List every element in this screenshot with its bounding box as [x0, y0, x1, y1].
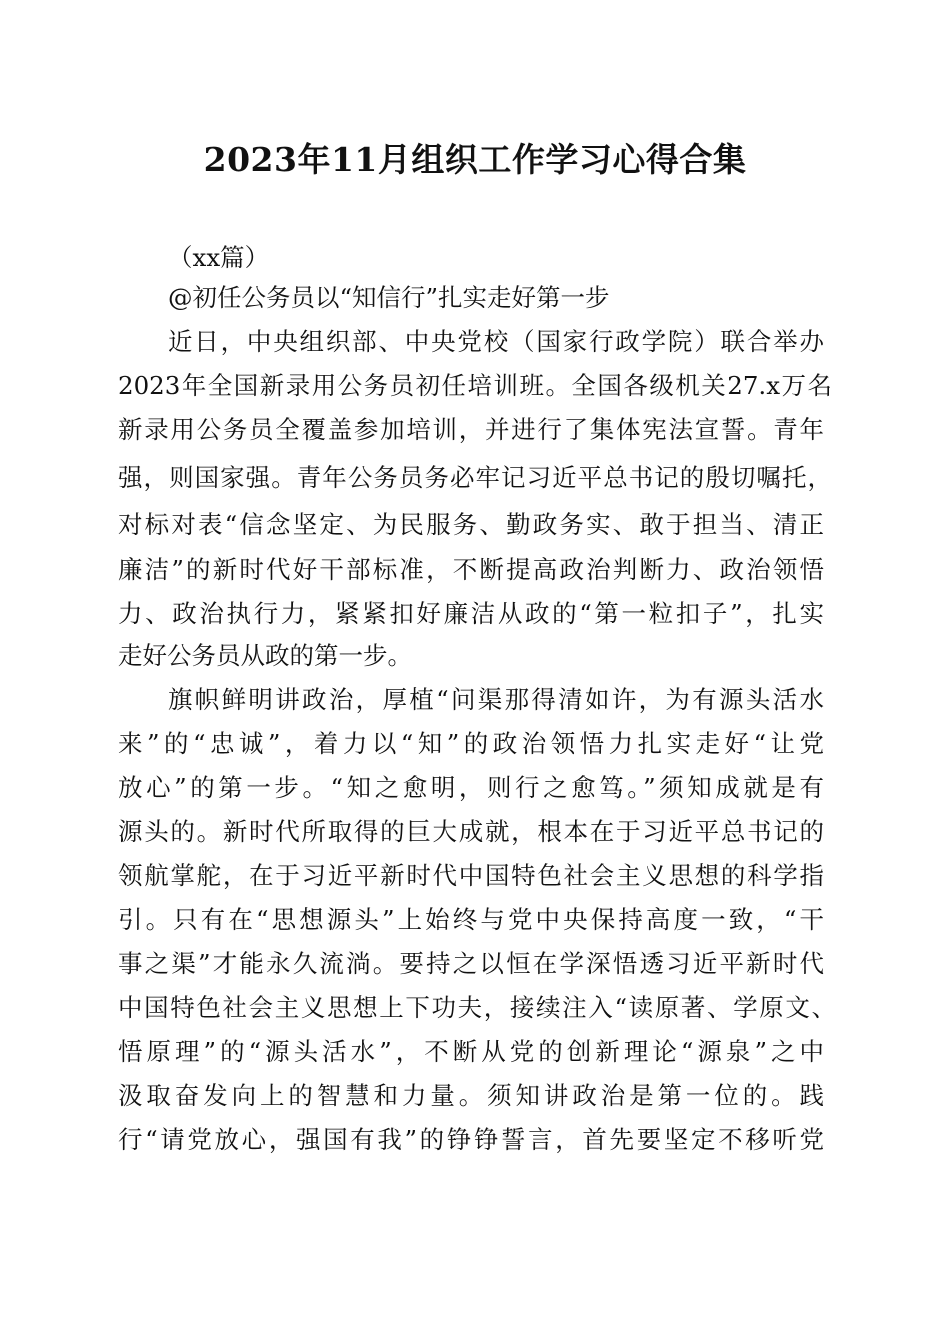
paragraph-line: 行“请党放心，强国有我”的铮铮誓言，首先要坚定不移听党	[118, 1125, 824, 1154]
paragraph-line: 对标对表“信念坚定、为民服务、勤政务实、敢于担当、清正	[118, 510, 824, 539]
paragraph-line: 源头的。新时代所取得的巨大成就，根本在于习近平总书记的	[118, 817, 824, 846]
paragraph-line: 悟原理”的“源头活水”，不断从党的创新理论“源泉”之中	[118, 1037, 824, 1066]
paragraph-line: 事之渠”才能永久流淌。要持之以恒在学深悟透习近平新时代	[118, 949, 824, 978]
paragraph-line: 汲取奋发向上的智慧和力量。须知讲政治是第一位的。践	[118, 1081, 824, 1110]
paragraph-line: 力、政治执行力，紧紧扣好廉洁从政的“第一粒扣子”，扎实	[118, 599, 824, 628]
paragraph-line: 走好公务员从政的第一步。	[118, 641, 412, 670]
paragraph-line: 领航掌舵，在于习近平新时代中国特色社会主义思想的科学指	[118, 861, 824, 890]
paragraph-line: 强，则国家强。青年公务员务必牢记习近平总书记的殷切嘱托，	[118, 463, 832, 492]
paragraph-line: 新录用公务员全覆盖参加培训，并进行了集体宪法宣誓。青年	[118, 415, 824, 444]
paragraph-line: 中国特色社会主义思想上下功夫，接续注入“读原著、学原文、	[118, 993, 836, 1022]
paragraph-line: 旗帜鲜明讲政治，厚植“问渠那得清如许，为有源头活水	[168, 685, 824, 714]
document-title: 2023年11月组织工作学习心得合集	[203, 140, 747, 179]
paragraph-line: 廉洁”的新时代好干部标准，不断提高政治判断力、政治领悟	[118, 555, 824, 584]
paragraph-line: 引。只有在“思想源头”上始终与党中央保持高度一致，“干	[118, 905, 824, 934]
paragraph-line: 2023年全国新录用公务员初任培训班。全国各级机关27.x万名	[118, 371, 832, 400]
subtitle: （xx篇）	[168, 243, 270, 272]
section-heading: @初任公务员以“知信行”扎实走好第一步	[168, 283, 610, 312]
paragraph-line: 来”的“忠诚”，着力以“知”的政治领悟力扎实走好“让党	[118, 729, 824, 758]
paragraph-line: 放心”的第一步。“知之愈明，则行之愈笃。”须知成就是有	[118, 773, 824, 802]
paragraph-line: 近日，中央组织部、中央党校（国家行政学院）联合举办	[168, 327, 824, 356]
